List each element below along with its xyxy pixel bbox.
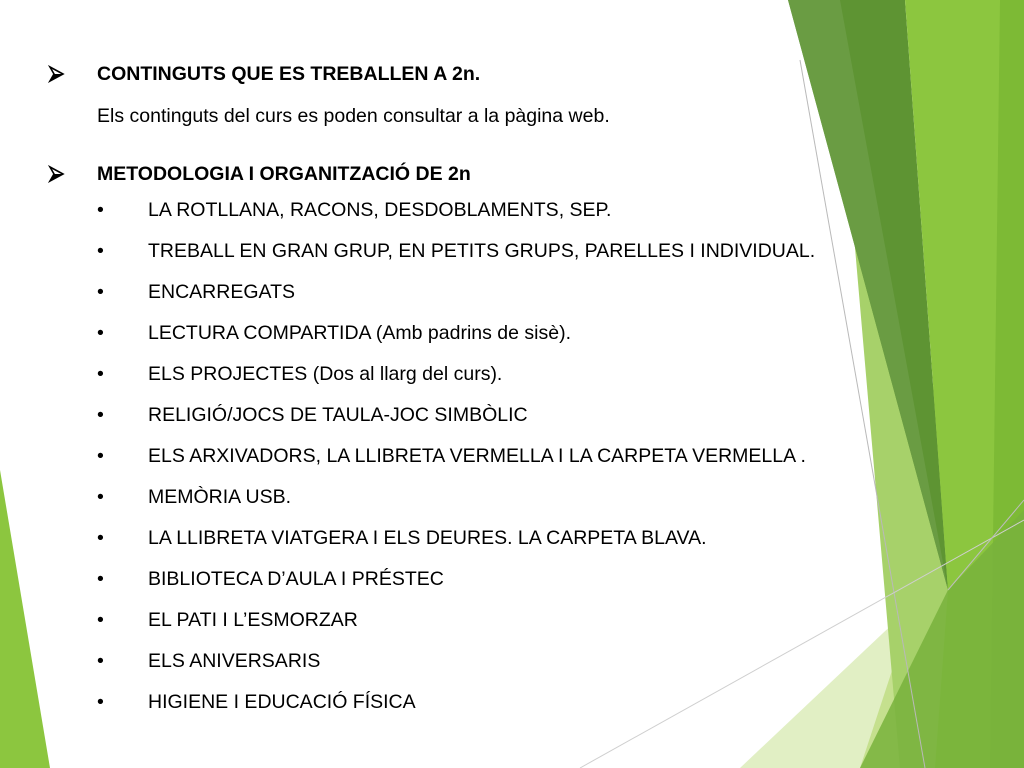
dot-bullet-icon: • xyxy=(97,527,104,549)
dot-bullet-icon: • xyxy=(97,363,104,385)
list-item-text: LA ROTLLANA, RACONS, DESDOBLAMENTS, SEP. xyxy=(148,199,612,221)
dot-bullet-icon: • xyxy=(97,240,104,262)
list-item-text: LA LLIBRETA VIATGERA I ELS DEURES. LA CARPETA BLAVA. xyxy=(148,527,707,549)
dot-bullet-icon: • xyxy=(97,568,104,590)
dot-bullet-icon: • xyxy=(97,445,104,467)
dot-bullet-icon: • xyxy=(97,650,104,672)
list-item-text: ELS ARXIVADORS, LA LLIBRETA VERMELLA I LA CARPETA VERMELLA . xyxy=(148,445,806,467)
list-item-text: MEMÒRIA USB. xyxy=(148,486,292,508)
dot-bullet-icon: • xyxy=(97,281,104,303)
list-item-text: ELS PROJECTES (Dos al llarg del curs). xyxy=(148,363,503,385)
list-item-text: BIBLIOTECA D’AULA I PRÉSTEC xyxy=(148,568,444,590)
dot-bullet-icon: • xyxy=(97,322,104,344)
list-item-text: EL PATI I L’ESMORZAR xyxy=(148,609,358,631)
list-item-text: LECTURA COMPARTIDA (Amb padrins de sisè). xyxy=(148,322,571,344)
list-item-text: RELIGIÓ/JOCS DE TAULA-JOC SIMBÒLIC xyxy=(148,404,528,426)
dot-bullet-icon: • xyxy=(97,486,104,508)
list-item-text: ELS ANIVERSARIS xyxy=(148,650,321,672)
dot-bullet-icon: • xyxy=(97,404,104,426)
arrowhead-bullet-icon xyxy=(48,164,68,184)
section-heading-contents: CONTINGUTS QUE ES TREBALLEN A 2n. xyxy=(97,63,481,85)
list-item-text: HIGIENE I EDUCACIÓ FÍSICA xyxy=(148,691,416,713)
dot-bullet-icon: • xyxy=(97,691,104,713)
dot-bullet-icon: • xyxy=(97,609,104,631)
list-item-text: TREBALL EN GRAN GRUP, EN PETITS GRUPS, PARELLES I INDIVIDUAL. xyxy=(148,240,816,262)
arrowhead-bullet-icon xyxy=(48,64,68,84)
section-heading-methodology: METODOLOGIA I ORGANITZACIÓ DE 2n xyxy=(97,163,471,185)
contents-description: Els continguts del curs es poden consultar a la pàgina web. xyxy=(97,105,610,127)
dot-bullet-icon: • xyxy=(97,199,104,221)
list-item-text: ENCARREGATS xyxy=(148,281,295,303)
